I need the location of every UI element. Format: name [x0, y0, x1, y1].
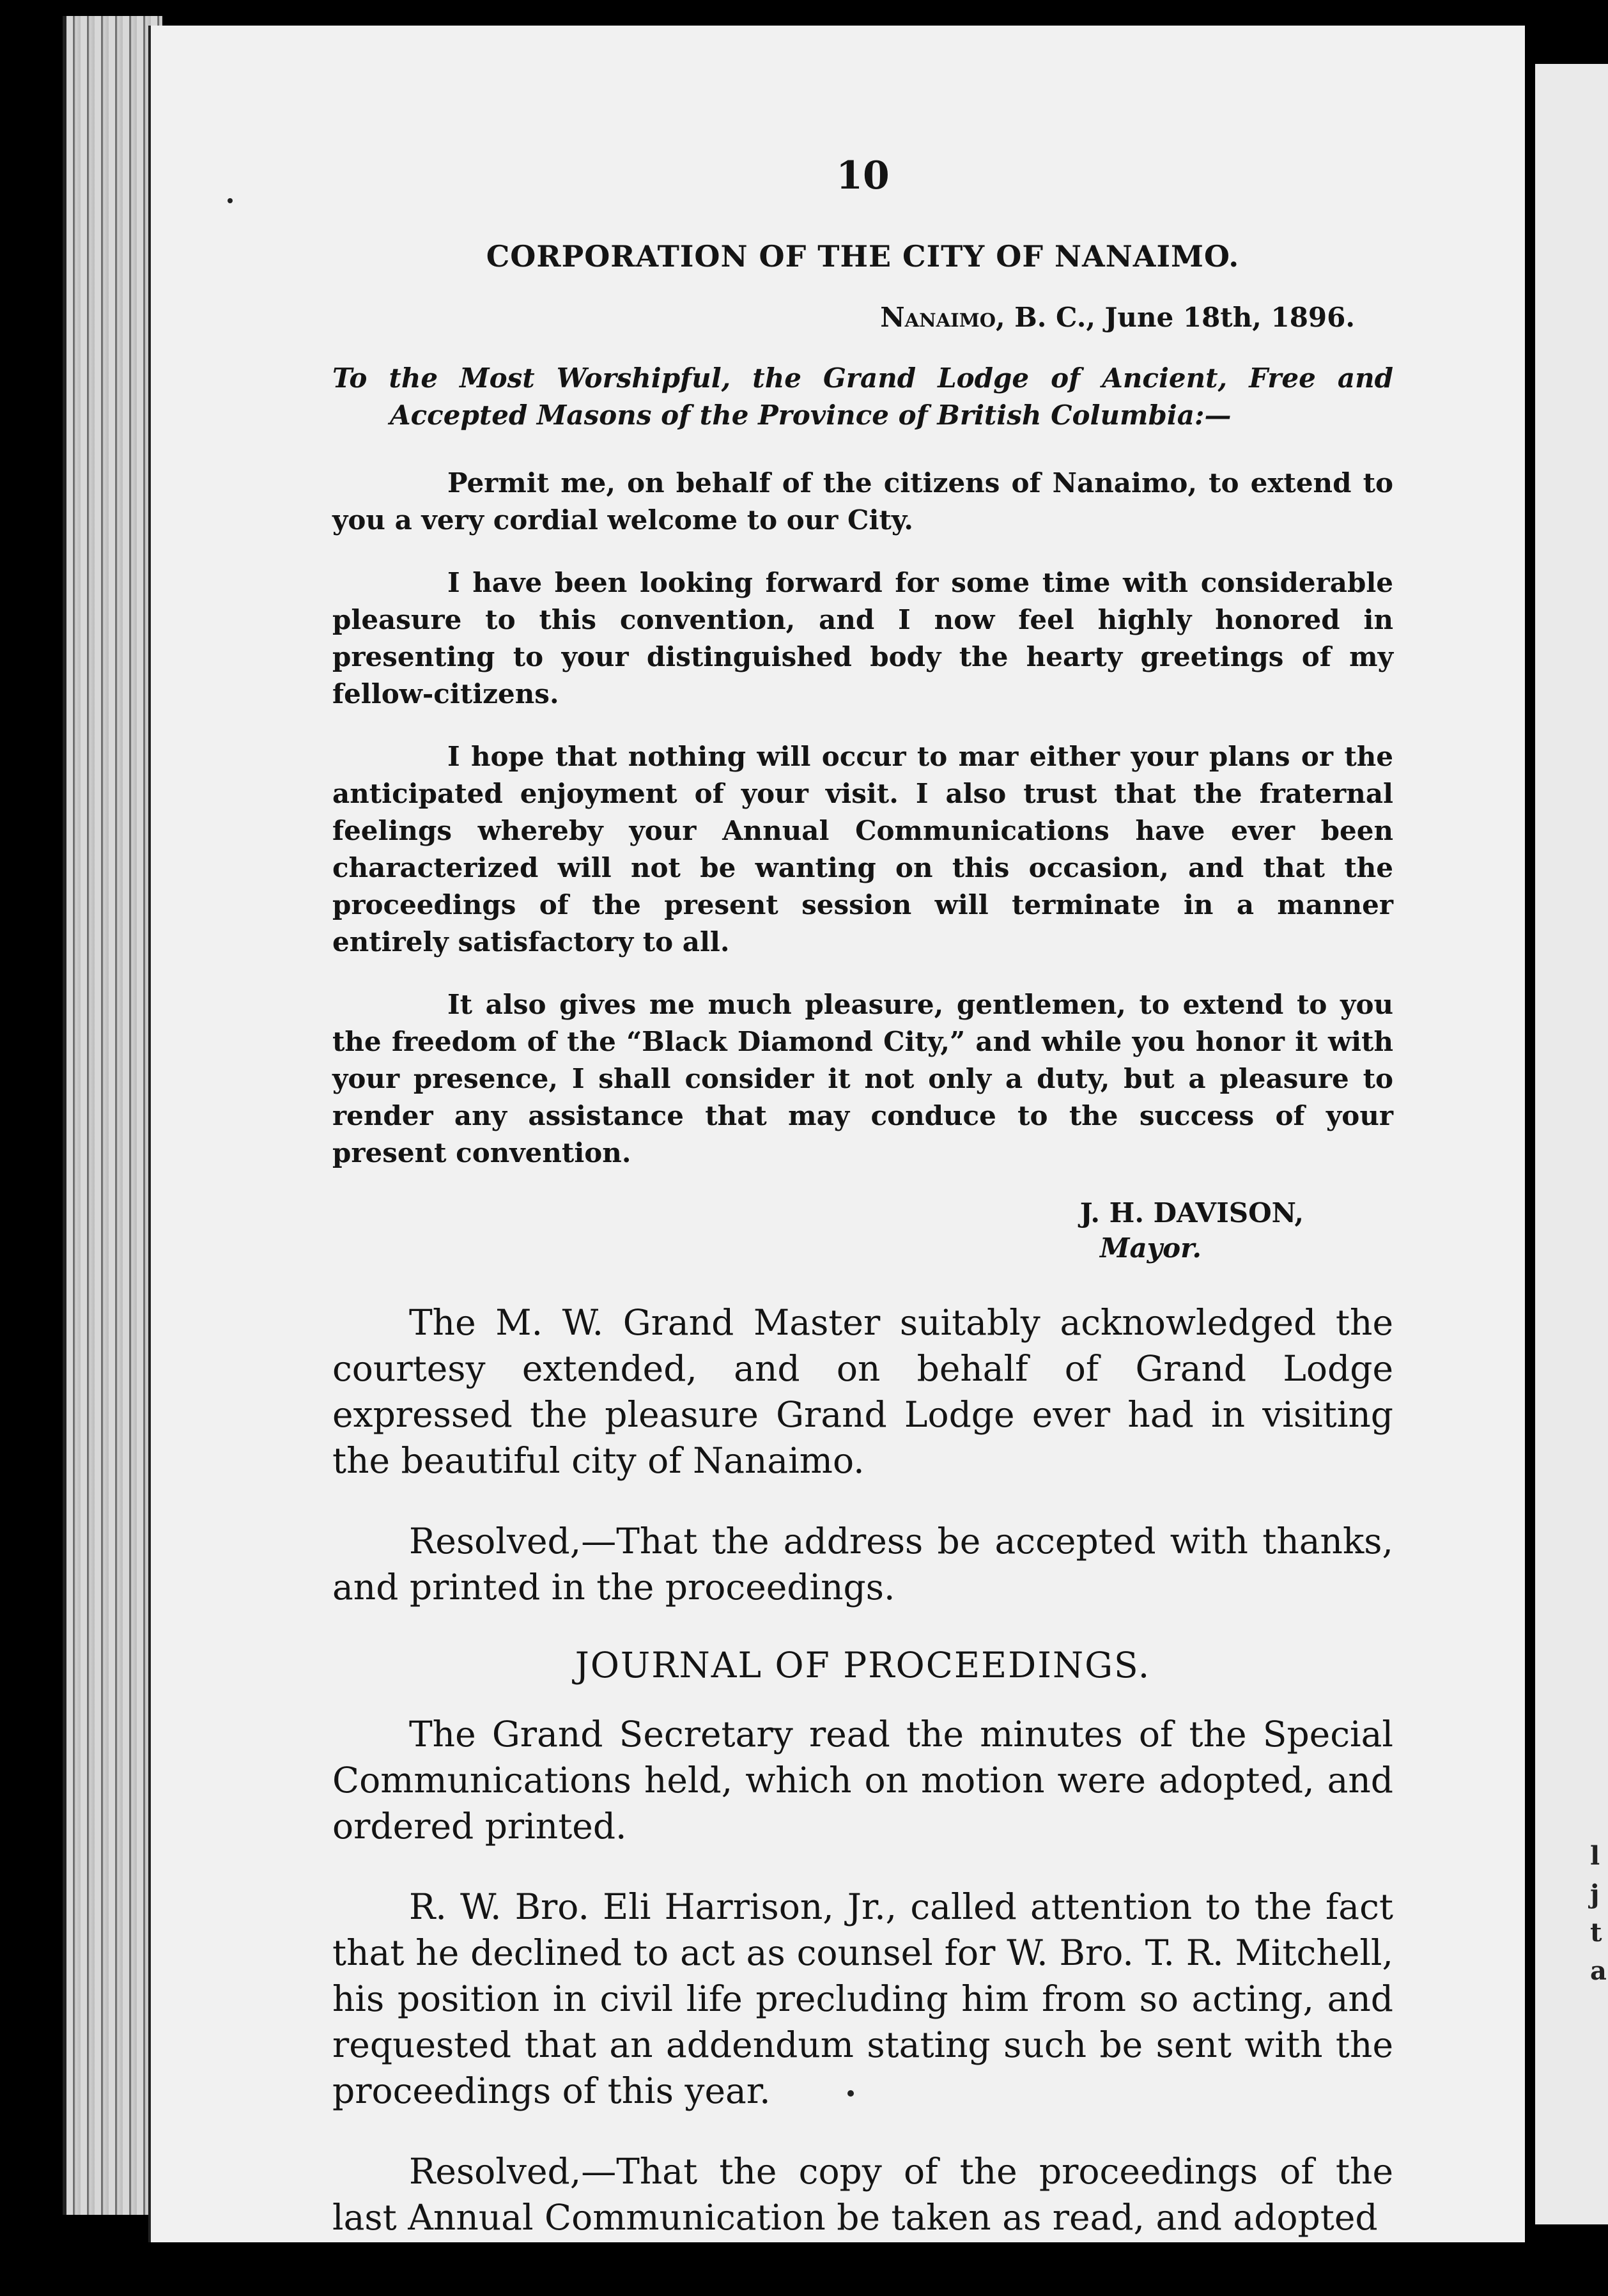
signature-name: J. H. DAVISON,: [1079, 1197, 1304, 1229]
speck: [228, 198, 233, 203]
letter-paragraph: I have been looking forward for some time with considerable pleasure to this convention, and I now feel highly honored in presenting to your distinguished body the hearty greetings of my fellow-citizens.: [332, 567, 1393, 710]
body-paragraph: R. W. Bro. Eli Harrison, Jr., called attention to the fact that he declined to act as counsel for W. Bro. T. R. Mitchell, his position in civil life precluding him from so acting, and requested that an addendum stating such be sent with the proceedings of this year.: [332, 1886, 1393, 2111]
letter-salutation: To the Most Worshipful, the Grand Lodge of Ancient, Free and Accepted Masons of the Province of British Columbia:—: [332, 362, 1393, 431]
body-paragraph: Resolved,—That the copy of the proceedings of the last Annual Communication be taken as read, and adopted: [332, 2151, 1393, 2238]
letter-heading: CORPORATION OF THE CITY OF NANAIMO.: [486, 239, 1240, 274]
letter-paragraph: Permit me, on behalf of the citizens of Nanaimo, to extend to you a very cordial welcome to our City.: [332, 467, 1393, 536]
dateline-place: Nanaimo: [880, 302, 996, 333]
page-content: [332, 153, 1393, 2275]
dateline-date: , B. C., June 18th, 1896.: [996, 302, 1355, 333]
facing-page-fragment: j: [1590, 1879, 1600, 1909]
letter-paragraph: I hope that nothing will occur to mar either your plans or the anticipated enjoyment of your visit. I also trust that the fraternal feelings whereby your Annual Communications have ever been characterized will not be wanting on this occasion, and that the proceedings of the present session will terminate in a manner entirely satisfactory to all.: [332, 741, 1393, 958]
proceedings-text: [332, 1299, 1393, 2240]
body-paragraph: Resolved,—That the address be accepted with thanks, and printed in the proceedings.: [332, 1521, 1393, 1608]
signature-title: Mayor.: [1099, 1232, 1202, 1264]
facing-page-fragment: t: [1590, 1918, 1602, 1948]
page-stack-edges: [63, 16, 162, 2215]
letter-body: [332, 465, 1393, 1172]
body-paragraph: The Grand Secretary read the minutes of the Special Communications held, which on motion were adopted, and ordered printed.: [332, 1714, 1393, 1847]
facing-page-fragment: l: [1590, 1841, 1600, 1871]
page-number: 10: [836, 153, 890, 198]
letter-paragraph: It also gives me much pleasure, gentlemen, to extend to you the freedom of the “Black Diamond City,” and while you honor it with your presence, I shall consider it not only a duty, but a pleasure to render any assistance that may conduce to the success of your present convention.: [332, 989, 1393, 1168]
section-heading: JOURNAL OF PROCEEDINGS.: [575, 1645, 1151, 1686]
facing-page-fragment: a: [1590, 1956, 1607, 1986]
body-paragraph: The M. W. Grand Master suitably acknowledged the courtesy extended, and on behalf of Grand Lodge expressed the pleasure Grand Lodge ever had in visiting the beautiful city of Nanaimo.: [332, 1302, 1393, 1481]
letter-dateline: [332, 302, 1355, 333]
